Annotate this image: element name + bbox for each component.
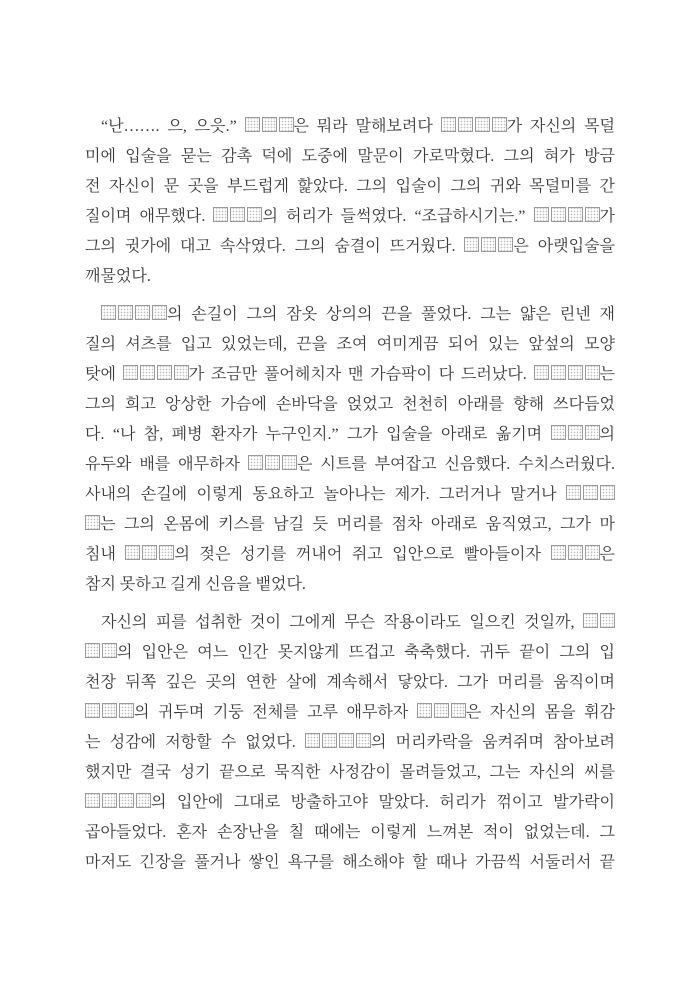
text-line (85, 300, 615, 330)
redacted-name (551, 426, 600, 443)
redaction-box-icon (600, 485, 615, 500)
redaction-box-icon (441, 117, 456, 132)
redaction-box-icon (265, 455, 280, 470)
paragraph (85, 300, 615, 600)
text-run: 했지만 결국 성기 끝으로 묵직한 사정감이 몰려들었고, 그는 자신의 씨를 (85, 764, 615, 781)
text-run: 의 젖은 성기를 꺼내어 쥐고 입안으로 빨아들이자 (174, 546, 551, 563)
redaction-box-icon (568, 545, 583, 560)
redaction-box-icon (174, 365, 189, 380)
text-run: 은 시트를 부여잡고 신음했다. 수치스러웠다. (296, 456, 615, 473)
redacted-name (534, 366, 600, 383)
redaction-box-icon (451, 703, 466, 718)
redacted-name (534, 208, 600, 225)
text-run: 의 허리가 들썩였다. “조급하시기는.” (262, 208, 534, 225)
redaction-box-icon (142, 545, 157, 560)
text-line (85, 788, 615, 818)
redaction-box-icon (585, 425, 600, 440)
redaction-box-icon (551, 365, 566, 380)
redacted-name (583, 614, 615, 631)
text-run: 사내의 손길에 이렇게 동요하고 놀아나는 제가. 그러거나 말거나 (85, 486, 566, 503)
text-run: 참지 못하고 길게 신음을 뱉었다. (85, 576, 306, 593)
text-line (85, 758, 615, 788)
redaction-box-icon (118, 305, 133, 320)
text-run: 탓에 (85, 366, 123, 383)
redacted-name (464, 238, 513, 255)
text-run: 은 아랫입술을 (513, 238, 615, 255)
redaction-box-icon (585, 207, 600, 222)
redaction-box-icon (417, 703, 432, 718)
text-run: 의 머리카락을 움켜쥐며 참아보려 (371, 734, 615, 751)
redaction-box-icon (262, 117, 277, 132)
text-run: 은 (599, 546, 615, 563)
redaction-box-icon (102, 703, 117, 718)
redaction-box-icon (85, 515, 100, 530)
text-line (85, 202, 615, 232)
redacted-name (85, 794, 151, 811)
paragraph (85, 112, 615, 292)
redaction-box-icon (481, 237, 496, 252)
redaction-box-icon (159, 545, 174, 560)
text-run: 질이며 애무했다. (85, 208, 214, 225)
redacted-name (213, 208, 262, 225)
text-line (85, 848, 615, 878)
redacted-name (417, 704, 466, 721)
text-run: 의 (599, 426, 615, 443)
redacted-name (85, 644, 117, 661)
redaction-box-icon (434, 703, 449, 718)
text-run: 가 (599, 208, 615, 225)
redaction-box-icon (136, 793, 151, 808)
redaction-box-icon (305, 733, 320, 748)
redaction-box-icon (247, 207, 262, 222)
text-run: 유두와 배를 애무하자 (85, 456, 248, 473)
redaction-box-icon (566, 485, 581, 500)
text-run: 의 입안에 그대로 방출하고야 말았다. 허리가 꺾이고 발가락이 (151, 794, 615, 811)
redaction-box-icon (85, 643, 100, 658)
redaction-box-icon (152, 305, 167, 320)
redaction-box-icon (140, 365, 155, 380)
redaction-box-icon (492, 117, 507, 132)
text-line (85, 540, 615, 570)
redacted-name (85, 516, 100, 533)
redaction-box-icon (551, 425, 566, 440)
text-run: 의 입안은 여느 인간 못지않게 뜨겁고 축축했다. 귀두 끝이 그의 입 (117, 644, 615, 661)
paragraph (85, 608, 615, 878)
redaction-box-icon (230, 207, 245, 222)
text-run: 질의 셔츠를 입고 있었는데, 끈을 조여 여미게끔 되어 있는 앞섶의 모양 (85, 336, 615, 353)
redacted-name (123, 366, 189, 383)
text-line (85, 510, 615, 540)
text-line (85, 608, 615, 638)
text-line (85, 232, 615, 262)
redaction-box-icon (356, 733, 371, 748)
text-line (85, 262, 615, 292)
redaction-box-icon (245, 117, 260, 132)
redaction-box-icon (119, 703, 134, 718)
redaction-box-icon (102, 643, 117, 658)
redaction-box-icon (583, 485, 598, 500)
redaction-box-icon (322, 733, 337, 748)
redacted-name (85, 704, 134, 721)
text-line (85, 172, 615, 202)
text-run: 그의 희고 앙상한 가슴에 손바닥을 얹었고 천천히 아래를 향해 쓰다듬었 (85, 396, 615, 413)
text-run: 자신의 피를 섭취한 것이 그에게 무슨 작용이라도 일으킨 것일까, (101, 614, 583, 631)
redaction-box-icon (534, 207, 549, 222)
redacted-name (248, 456, 297, 473)
redaction-box-icon (213, 207, 228, 222)
redaction-box-icon (102, 793, 117, 808)
redaction-box-icon (568, 207, 583, 222)
text-run: 다. “나 참, 폐병 환자가 누구인지.” 그가 입술을 아래로 옮기며 (85, 426, 551, 443)
text-run: 곱아들었다. 혼자 손장난을 칠 때에는 이렇게 느껴본 적이 없었는데. 그 (85, 824, 615, 841)
redaction-box-icon (123, 365, 138, 380)
redaction-box-icon (568, 365, 583, 380)
text-run: 의 귀두며 기둥 전체를 고루 애무하자 (134, 704, 417, 721)
text-line (85, 668, 615, 698)
text-run: 은 뭐라 말해보려다 (293, 118, 441, 135)
redaction-box-icon (568, 425, 583, 440)
text-line (85, 142, 615, 172)
text-line (85, 330, 615, 360)
redaction-box-icon (248, 455, 263, 470)
text-run: 가 자신의 목덜 (506, 118, 615, 135)
text-run: 는 성감에 저항할 수 없었다. (85, 734, 306, 751)
redacted-name (441, 118, 507, 135)
text-run: 침내 (85, 546, 126, 563)
redaction-box-icon (157, 365, 172, 380)
text-line (85, 390, 615, 420)
text-line (85, 698, 615, 728)
text-run: 천장 뒤쪽 깊은 곳의 연한 살에 계속해서 닿았다. 그가 머리를 움직이며 (85, 674, 615, 691)
redaction-box-icon (119, 793, 134, 808)
text-line (85, 728, 615, 758)
redacted-name (551, 546, 600, 563)
text-line (85, 360, 615, 390)
redaction-box-icon (339, 733, 354, 748)
redacted-name (245, 118, 294, 135)
redaction-box-icon (135, 305, 150, 320)
text-run: 가 조금만 풀어헤치자 맨 가슴팍이 다 드러났다. (188, 366, 534, 383)
redaction-box-icon (534, 365, 549, 380)
text-run: 미에 입술을 묻는 감촉 덕에 도중에 말문이 가로막혔다. 그의 혀가 방금 (85, 148, 615, 165)
redacted-name (101, 306, 167, 323)
redaction-box-icon (282, 455, 297, 470)
redaction-box-icon (458, 117, 473, 132)
text-run: 은 자신의 몸을 휘감 (465, 704, 615, 721)
text-run: 깨물었다. (85, 268, 151, 285)
text-run: 마저도 긴장을 풀거나 쌓인 욕구를 해소해야 할 때나 가끔씩 서둘러서 끝 (85, 854, 615, 871)
redaction-box-icon (585, 365, 600, 380)
text-run: “난……. 으, 으읏.” (101, 118, 245, 135)
redaction-box-icon (279, 117, 294, 132)
text-line (85, 818, 615, 848)
redaction-box-icon (464, 237, 479, 252)
redaction-box-icon (583, 613, 598, 628)
redaction-box-icon (475, 117, 490, 132)
text-run: 그의 귓가에 대고 속삭였다. 그의 숨결이 뜨거웠다. (85, 238, 465, 255)
text-line (85, 450, 615, 480)
redaction-box-icon (551, 207, 566, 222)
redacted-name (125, 546, 174, 563)
text-line (85, 570, 615, 600)
redaction-box-icon (101, 305, 116, 320)
redacted-name (566, 486, 615, 503)
text-run: 의 손길이 그의 잠옷 상의의 끈을 풀었다. 그는 얇은 린넨 재 (167, 306, 615, 323)
redaction-box-icon (85, 703, 100, 718)
text-run: 는 (599, 366, 615, 383)
text-line (85, 420, 615, 450)
text-line (85, 112, 615, 142)
redaction-box-icon (551, 545, 566, 560)
text-run: 는 그의 온몸에 키스를 남길 듯 머리를 점차 아래로 움직였고, 그가 마 (100, 516, 615, 533)
redaction-box-icon (498, 237, 513, 252)
text-line (85, 638, 615, 668)
text-line (85, 480, 615, 510)
redaction-box-icon (600, 613, 615, 628)
redaction-box-icon (85, 793, 100, 808)
redaction-box-icon (585, 545, 600, 560)
text-run: 전 자신이 문 곳을 부드럽게 핥았다. 그의 입술이 그의 귀와 목덜미를 간 (85, 178, 615, 195)
redaction-box-icon (125, 545, 140, 560)
redacted-name (305, 734, 371, 751)
